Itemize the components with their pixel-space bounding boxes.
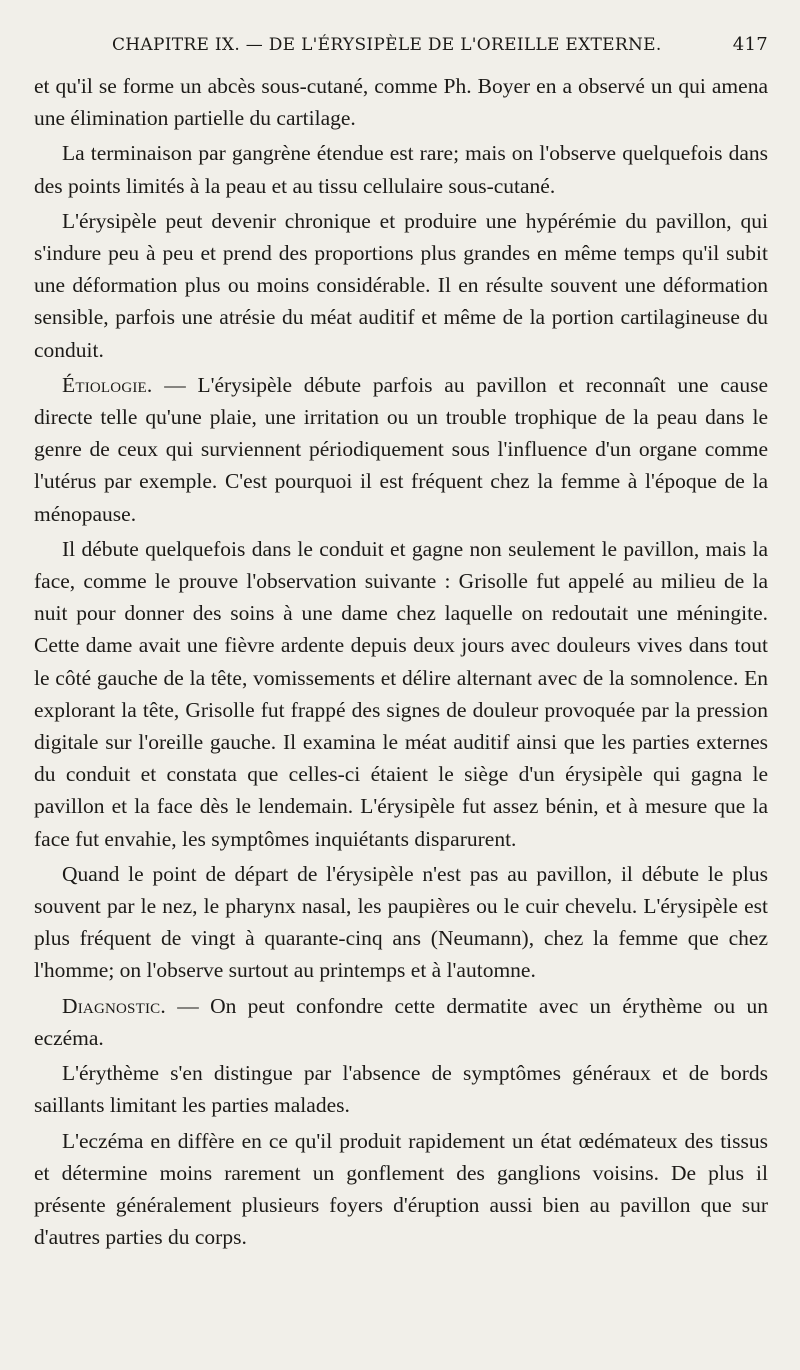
running-header	[112, 34, 768, 58]
paragraph-text: L'érysipèle peut devenir chronique et produire une hypérémie du pavillon, qui s'indure peu à peu et prend des proportions plus grandes en même temps qu'il subit une déformation plus ou moins considérable. Il en résulte souvent une déformation sensible, parfois une atrésie du méat auditif et même de la portion cartilagineuse du conduit.	[34, 208, 768, 362]
paragraph-erytheme	[34, 1057, 768, 1121]
paragraph-eczema	[34, 1125, 768, 1254]
section-heading-diagnostic: Diagnostic.	[62, 993, 166, 1018]
paragraph-text: L'eczéma en diffère en ce qu'il produit rapidement un état œdémateux des tissus et détermine moins rarement un gonflement des ganglions voisins. De plus il présente généralement plusieurs foyers d'éruption aussi bien au pavillon que sur d'autres parties du corps.	[34, 1128, 768, 1250]
paragraph-gangrene	[34, 137, 768, 201]
paragraph-text: La terminaison par gangrène étendue est rare; mais on l'observe quelquefois dans des points limités à la peau et au tissu cellulaire sous-cutané.	[34, 141, 768, 198]
page-number: 417	[732, 34, 768, 55]
paragraph-continuation	[34, 70, 768, 134]
chapter-title: CHAPITRE IX. — DE L'ÉRYSIPÈLE DE L'OREILLE EXTERNE.	[112, 35, 662, 55]
paragraph-point-depart	[34, 858, 768, 987]
section-heading-etiologie: Étiologie.	[62, 372, 153, 397]
paragraph-text: — L'érysipèle débute parfois au pavillon et reconnaît une cause directe telle qu'une plaie, une irritation ou un trouble trophique de la peau dans le genre de ceux qui surviennent périodiquement sous l'influence d'un organe comme l'utérus par exemple. C'est pourquoi il est fréquent chez la femme à l'époque de la ménopause.	[34, 372, 768, 526]
paragraph-text: Quand le point de départ de l'érysipèle n'est pas au pavillon, il débute le plus souvent par le nez, le pharynx nasal, les paupières ou le cuir chevelu. L'érysipèle est plus fréquent de vingt à quarante-cinq ans (Neumann), chez la femme que chez l'homme; on l'observe surtout au printemps et à l'automne.	[34, 861, 768, 983]
paragraph-diagnostic	[34, 990, 768, 1054]
paragraph-text: Il débute quelquefois dans le conduit et gagne non seulement le pavillon, mais la face, comme le prouve l'observation suivante : Grisolle fut appelé au milieu de la nuit pour donner des soins à une dame chez laquelle on redoutait une méningite. Cette dame avait une fièvre ardente depuis deux jours avec douleurs vives dans tout le côté gauche de la tête, vomissements et délire alternant avec de la somnolence. En explorant la tête, Grisolle fut frappé des signes de douleur provoquée par la pression digitale sur l'oreille gauche. Il examina le méat auditif ainsi que les parties externes du conduit et constata que celles-ci étaient le siège d'un érysipèle qui gagna le pavillon et la face dès le lendemain. L'érysipèle fut assez bénin, et à mesure que la face fut envahie, les symptômes inquiétants disparurent.	[34, 536, 768, 851]
paragraph-observation	[34, 533, 768, 855]
paragraph-chronic	[34, 205, 768, 366]
body-text	[34, 70, 768, 1253]
paragraph-text: et qu'il se forme un abcès sous-cutané, comme Ph. Boyer en a observé un qui amena une élimination partielle du cartilage.	[34, 74, 768, 131]
paragraph-text: L'érythème s'en distingue par l'absence de symptômes généraux et de bords saillants limitant les parties malades.	[34, 1061, 768, 1118]
paragraph-text: — On peut confondre cette dermatite avec un érythème ou un eczéma.	[34, 993, 768, 1050]
paragraph-etiologie	[34, 369, 768, 530]
